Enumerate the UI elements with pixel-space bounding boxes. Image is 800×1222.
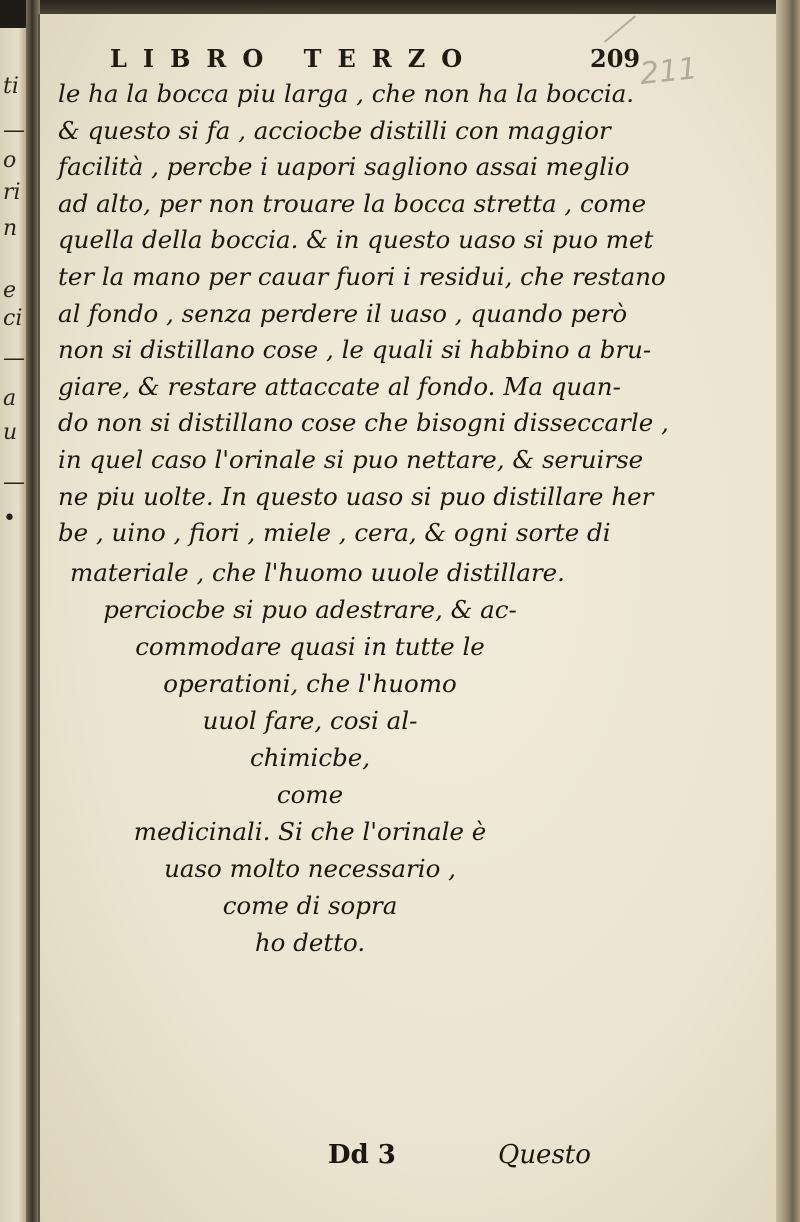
tapered-line: operationi, che l'huomo — [163, 669, 457, 698]
running-title: LIBRO TERZO — [110, 44, 479, 73]
left-fragment: o — [3, 148, 17, 173]
signature-mark: Dd 3 — [328, 1140, 396, 1170]
left-fragment: ci — [3, 306, 23, 331]
left-fragment: u — [3, 420, 18, 445]
left-fragment: a — [3, 386, 17, 411]
tapered-line: uuol fare, cosi al- — [202, 706, 418, 735]
left-fragment: e — [3, 278, 17, 303]
tapered-line: perciocbe si puo adestrare, & ac- — [103, 595, 517, 624]
text-line: ne piu uolte. In questo uaso si puo distillare her — [58, 481, 654, 511]
page-footer — [320, 1140, 600, 1180]
text-line: al fondo , senza perdere il uaso , quando però — [58, 298, 628, 328]
catchword: Questo — [498, 1140, 591, 1170]
left-fragment: ti — [3, 74, 19, 99]
left-fragment: — — [3, 118, 25, 143]
text-line: ad alto, per non trouare la bocca stretta , come — [58, 188, 647, 218]
tapered-line: commodare quasi in tutte le — [135, 632, 485, 661]
adjacent-page-edge — [0, 28, 27, 1222]
text-line: non si distillano cose , le quali si habbino a bru- — [58, 335, 652, 365]
text-line: le ha la bocca piu larga , che non ha la boccia. — [58, 79, 635, 108]
left-fragment: n — [3, 216, 18, 241]
left-fragment: — — [3, 470, 25, 495]
tapered-text — [70, 554, 565, 961]
tapered-line: come — [276, 780, 344, 809]
text-line: do non si distillano cose che bisogni disseccarle , — [58, 408, 669, 438]
tapered-line: come di sopra — [222, 891, 398, 920]
tapered-line: materiale , che l'huomo uuole distillare. — [70, 558, 565, 587]
left-fragment: ri — [3, 180, 21, 205]
text-line: be , uino , fiori , miele , cera, & ogni sorte di — [58, 518, 611, 548]
tapered-line: chimicbe, — [249, 743, 371, 772]
text-line: quella della boccia. & in questo uaso si puo met — [58, 225, 654, 255]
text-line: & questo si fa , acciocbe distilli con maggior — [58, 115, 611, 145]
text-line: in quel caso l'orinale si puo nettare, & seruirse — [58, 444, 644, 474]
left-fragment: • — [3, 506, 16, 531]
text-line: facilità , percbe i uapori sagliono assai meglio — [58, 152, 630, 182]
left-fragment: — — [3, 346, 25, 371]
page-block-edge — [776, 0, 800, 1222]
body-text — [58, 76, 669, 552]
tapered-line: uaso molto necessario , — [164, 854, 456, 883]
tapered-line: medicinali. Si che l'orinale è — [133, 817, 487, 846]
page-number: 209 — [590, 44, 641, 73]
text-line: ter la mano per cauar fuori i residui, che restano — [58, 261, 666, 291]
tapered-line: ho detto. — [254, 928, 366, 957]
text-line: giare, & restare attaccate al fondo. Ma quan- — [58, 371, 621, 401]
pencil-annotation: 211 — [638, 51, 699, 92]
